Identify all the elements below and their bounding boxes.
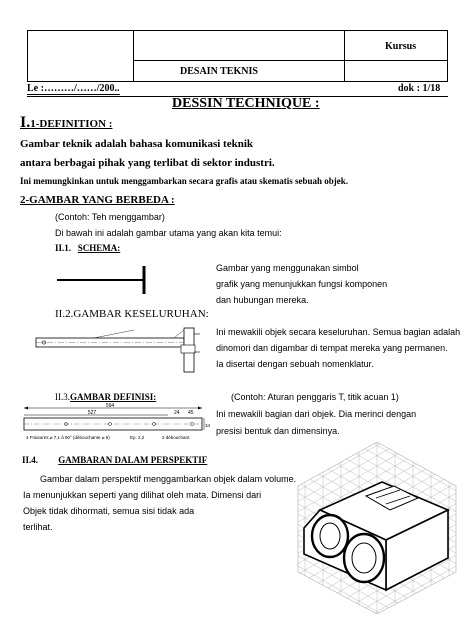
header-title: DESAIN TEKNIS (180, 66, 258, 77)
s21-heading (55, 243, 120, 253)
section2-example: (Contoh: Teh menggambar) (55, 212, 165, 222)
perspective-drawing (296, 440, 458, 616)
drawing-note-1: 4 Fraisures ⌀ 7,1 à 90° (débouchante ⌀ 6) (26, 435, 110, 440)
dim-a: 527 (87, 410, 97, 416)
dim-b: 24 (174, 410, 180, 416)
s24-title: GAMBARAN DALAM PERSPEKTIF (58, 455, 208, 465)
definition-drawing (22, 402, 211, 444)
doc-title: DESSIN TECHNIQUE : (172, 96, 320, 111)
header-divider (133, 60, 447, 61)
s23-title: GAMBAR DEFINISI: (70, 392, 157, 402)
dim-h: 34 (205, 423, 211, 428)
section1-heading (20, 114, 112, 132)
dim-total: 594 (105, 403, 115, 409)
drawing-note-2: 2 débouchant (162, 435, 190, 440)
section1-para-line3: Ini memungkinkan untuk menggambarkan secara grafis atau skematis sebuah objek. (20, 176, 349, 186)
schema-symbol-drawing (55, 260, 155, 296)
s22-line1: Ini mewakili objek secara keseluruhan. Semua bagian adalah (216, 327, 461, 337)
s21-line3: dan hubungan mereka. (216, 295, 309, 305)
header-divider (344, 31, 345, 81)
header-table (27, 30, 448, 82)
header-date: Le :………/……/200.. (27, 83, 120, 94)
s23-line2: presisi bentuk dan dimensinya. (216, 426, 340, 436)
drawing-note-ep: Ep. 2,2 (130, 435, 145, 440)
section2-title: 2-GAMBAR YANG BERBEDA : (20, 194, 175, 206)
section1-para-line1: Gambar teknik adalah bahasa komunikasi teknik (20, 138, 254, 150)
section1-title: 1-DEFINITION : (30, 118, 113, 130)
s24-heading (22, 455, 207, 465)
s21-number: II.1. (55, 243, 72, 253)
s21-line1: Gambar yang menggunakan simbol (216, 263, 359, 273)
s22-line2: dinomori dan digambar di tempat mereka yang permanen. (216, 343, 448, 353)
s23-heading (55, 392, 156, 402)
s23-example: (Contoh: Aturan penggaris T, titik acuan 1) (231, 392, 399, 402)
s24-line2: Ia menunjukkan seperti yang dilihat oleh mata. Dimensi dari (23, 490, 262, 500)
s24-line4: terlihat. (23, 522, 53, 532)
assembly-drawing (34, 326, 204, 374)
dim-c: 45 (188, 410, 194, 416)
s22-title: II.2.GAMBAR KESELURUHAN: (55, 308, 209, 320)
section2-intro: Di bawah ini adalah gambar utama yang akan kita temui: (55, 228, 282, 238)
s21-title: SCHEMA: (77, 243, 121, 253)
s22-line3: Ia disertai dengan sebuah nomenklatur. (216, 359, 374, 369)
section1-number: I. (20, 114, 31, 131)
s21-line2: grafik yang menunjukkan fungsi komponen (216, 279, 388, 289)
header-kursus: Kursus (385, 41, 417, 52)
s24-line1: Gambar dalam perspektif menggambarkan objek dalam volume. (40, 474, 297, 484)
s24-number: II.4. (22, 455, 39, 465)
s23-line1: Ini mewakili bagian dari objek. Dia merinci dengan (216, 409, 417, 419)
header-doc-number: dok : 1/18 (398, 83, 441, 94)
header-divider (133, 31, 134, 81)
section1-para-line2: antara berbagai pihak yang terlibat di sektor industri. (20, 157, 275, 169)
s23-number: II.3. (55, 392, 70, 402)
s24-line3: Objek tidak dihormati, semua sisi tidak ada (23, 506, 195, 516)
